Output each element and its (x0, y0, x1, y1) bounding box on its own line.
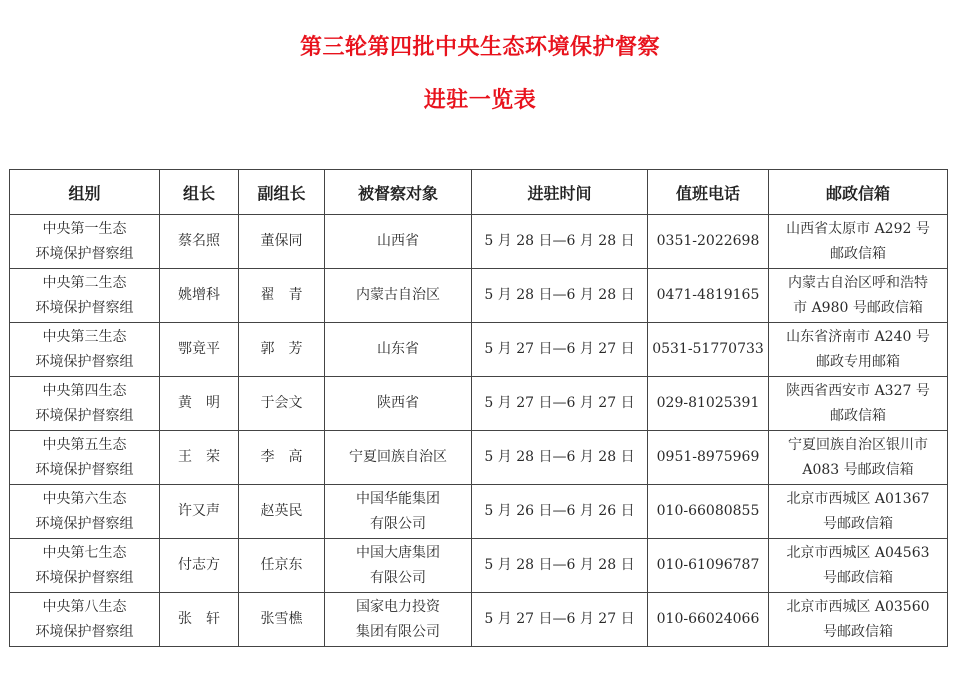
header-period: 进驻时间 (472, 170, 648, 215)
table-row (10, 431, 948, 485)
period-cell: 5 月 27 日—6 月 27 日 (472, 593, 648, 647)
header-leader: 组长 (160, 170, 239, 215)
header-mailbox: 邮政信箱 (769, 170, 948, 215)
table-row (10, 539, 948, 593)
period-cell: 5 月 28 日—6 月 28 日 (472, 269, 648, 323)
group-cell: 中央第四生态 环境保护督察组 (10, 377, 160, 431)
table-row (10, 215, 948, 269)
page-subtitle: 进驻一览表 (423, 88, 537, 113)
deputy-cell: 张雪樵 (239, 593, 325, 647)
deputy-cell: 于会文 (239, 377, 325, 431)
target-cell: 国家电力投资 集团有限公司 (325, 593, 472, 647)
phone-cell: 0951-8975969 (648, 431, 769, 485)
target-cell: 内蒙古自治区 (325, 269, 472, 323)
mailbox-cell: 宁夏回族自治区银川市 A083 号邮政信箱 (769, 431, 948, 485)
phone-cell: 029-81025391 (648, 377, 769, 431)
phone-cell: 010-66024066 (648, 593, 769, 647)
deputy-cell: 翟 青 (239, 269, 325, 323)
phone-cell: 010-61096787 (648, 539, 769, 593)
target-cell: 山东省 (325, 323, 472, 377)
leader-cell: 王 荣 (160, 431, 239, 485)
deputy-cell: 任京东 (239, 539, 325, 593)
page-title: 第三轮第四批中央生态环境保护督察 (299, 35, 660, 60)
inspection-table (9, 169, 948, 647)
deputy-cell: 李 高 (239, 431, 325, 485)
table-header-row (10, 170, 948, 215)
mailbox-cell: 陕西省西安市 A327 号 邮政信箱 (769, 377, 948, 431)
group-cell: 中央第七生态 环境保护督察组 (10, 539, 160, 593)
mailbox-cell: 北京市西城区 A04563 号邮政信箱 (769, 539, 948, 593)
phone-cell: 0351-2022698 (648, 215, 769, 269)
leader-cell: 张 轩 (160, 593, 239, 647)
mailbox-cell: 北京市西城区 A01367 号邮政信箱 (769, 485, 948, 539)
group-cell: 中央第八生态 环境保护督察组 (10, 593, 160, 647)
target-cell: 陕西省 (325, 377, 472, 431)
phone-cell: 0471-4819165 (648, 269, 769, 323)
phone-cell: 0531-51770733 (648, 323, 769, 377)
mailbox-cell: 内蒙古自治区呼和浩特 市 A980 号邮政信箱 (769, 269, 948, 323)
period-cell: 5 月 26 日—6 月 26 日 (472, 485, 648, 539)
leader-cell: 许又声 (160, 485, 239, 539)
group-cell: 中央第五生态 环境保护督察组 (10, 431, 160, 485)
deputy-cell: 董保同 (239, 215, 325, 269)
header-deputy: 副组长 (239, 170, 325, 215)
table-row (10, 377, 948, 431)
period-cell: 5 月 28 日—6 月 28 日 (472, 215, 648, 269)
mailbox-cell: 山西省太原市 A292 号 邮政信箱 (769, 215, 948, 269)
target-cell: 宁夏回族自治区 (325, 431, 472, 485)
target-cell: 中国大唐集团 有限公司 (325, 539, 472, 593)
period-cell: 5 月 28 日—6 月 28 日 (472, 431, 648, 485)
leader-cell: 姚增科 (160, 269, 239, 323)
leader-cell: 蔡名照 (160, 215, 239, 269)
phone-cell: 010-66080855 (648, 485, 769, 539)
header-target: 被督察对象 (325, 170, 472, 215)
leader-cell: 付志方 (160, 539, 239, 593)
deputy-cell: 郭 芳 (239, 323, 325, 377)
header-group: 组别 (10, 170, 160, 215)
period-cell: 5 月 27 日—6 月 27 日 (472, 323, 648, 377)
table-row (10, 593, 948, 647)
group-cell: 中央第六生态 环境保护督察组 (10, 485, 160, 539)
mailbox-cell: 北京市西城区 A03560 号邮政信箱 (769, 593, 948, 647)
target-cell: 中国华能集团 有限公司 (325, 485, 472, 539)
period-cell: 5 月 27 日—6 月 27 日 (472, 377, 648, 431)
deputy-cell: 赵英民 (239, 485, 325, 539)
header-phone: 值班电话 (648, 170, 769, 215)
group-cell: 中央第二生态 环境保护督察组 (10, 269, 160, 323)
period-cell: 5 月 28 日—6 月 28 日 (472, 539, 648, 593)
target-cell: 山西省 (325, 215, 472, 269)
leader-cell: 鄂竟平 (160, 323, 239, 377)
group-cell: 中央第三生态 环境保护督察组 (10, 323, 160, 377)
leader-cell: 黄 明 (160, 377, 239, 431)
mailbox-cell: 山东省济南市 A240 号 邮政专用邮箱 (769, 323, 948, 377)
group-cell: 中央第一生态 环境保护督察组 (10, 215, 160, 269)
table-row (10, 323, 948, 377)
table-row (10, 269, 948, 323)
table-row (10, 485, 948, 539)
